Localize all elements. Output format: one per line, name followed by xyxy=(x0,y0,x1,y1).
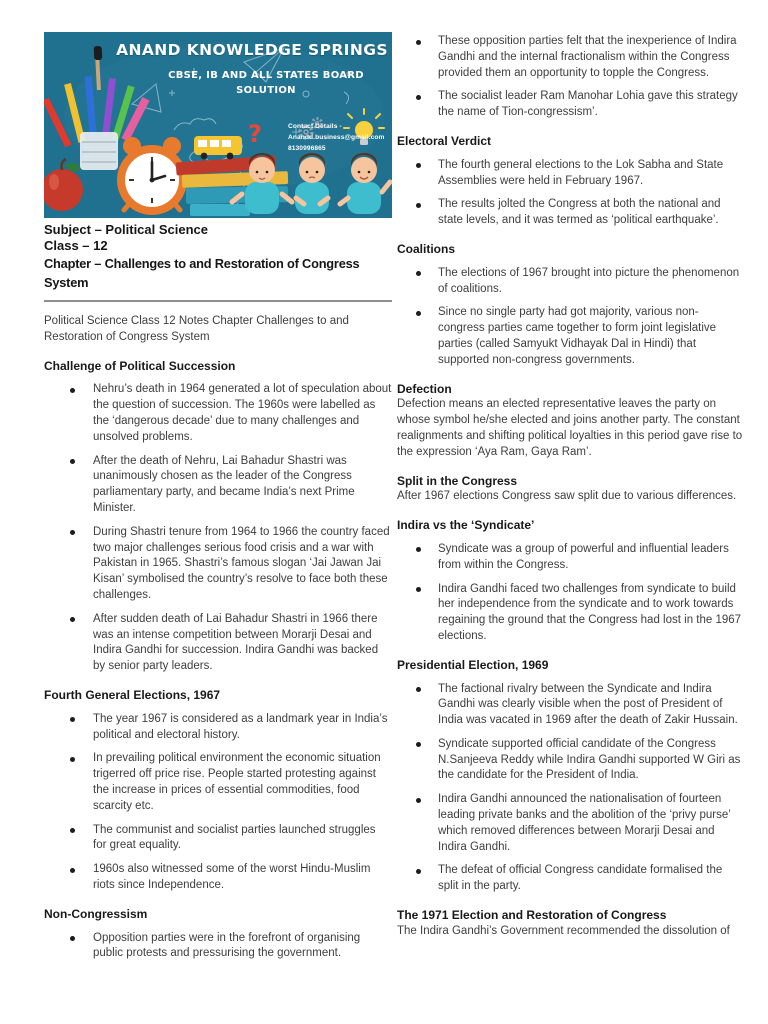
bullet-item: The fourth general elections to the Lok Sabha and State Assemblies were held in February 1967. xyxy=(397,158,743,190)
bullet-item: Since no single party had got majority, various non-congress parties came together to form joint legislative parties (called Samyukt Vidhayak Dal in Hindi) that supported non-congress governments. xyxy=(397,305,743,368)
banner-contact xyxy=(288,122,390,155)
banner-title: ANAND KNOWLEDGE SPRINGS xyxy=(116,41,388,59)
bullet-item: The socialist leader Ram Manohar Lohia gave this strategy the name of Tion-congressism’. xyxy=(397,89,743,121)
bullet-item: Opposition parties were in the forefront of organising public protests and pressurising the government. xyxy=(44,931,392,963)
bullet-item: Syndicate supported official candidate of the Congress N.Sanjeeva Reddy while Indira Gandhi supported W Giri as the candidate for the President of India. xyxy=(397,737,743,784)
section-heading-presidential-election: Presidential Election, 1969 xyxy=(397,657,549,672)
bullet-item: After sudden death of Lai Bahadur Shastri in 1966 there was an intense competition between Morarji Desai and Indira Gandhi for succession. Indira Gandhi was backed by senior party leaders. xyxy=(44,612,392,675)
section-paragraph: Defection means an elected representative leaves the party on whose symbol he/she elected and joins another party. The constant realignments and shifting political loyalties in this period gave rise to the expression ‘Aya Ram, Gaya Ram’. xyxy=(397,398,743,458)
section-heading-electoral-verdict: Electoral Verdict xyxy=(397,133,492,148)
section-heading-coalitions: Coalitions xyxy=(397,241,456,256)
section-paragraph: After 1967 elections Congress saw split due to various differences. xyxy=(397,490,737,503)
bullet-item: Nehru’s death in 1964 generated a lot of speculation about the question of succession. The 1960s were labelled as the ‘dangerous decade’ due to many challenges and unsolved problems. xyxy=(44,382,392,445)
bullet-item: The results jolted the Congress at both the national and state levels, and it was termed as ‘political earthquake’. xyxy=(397,197,743,229)
bullet-item: These opposition parties felt that the inexperience of Indira Gandhi and the internal fractionalism within the Congress provided them an opportunity to topple the Congress. xyxy=(397,34,743,81)
divider-rule xyxy=(44,300,392,302)
question-mark-icon xyxy=(248,120,262,148)
right-column xyxy=(397,26,743,940)
contact-label: Contact Details - xyxy=(288,123,342,130)
bullet-item: Indira Gandhi faced two challenges from syndicate to build her independence from the syndicate and to work towards regaining the ground that the Congress had lost in the 1967 elections. xyxy=(397,582,743,645)
class-line: Class – 12 xyxy=(44,238,108,253)
banner-subtitle: CBSE, IB AND ALL STATES BOARD SOLUTION xyxy=(168,70,364,96)
document-header xyxy=(44,222,392,292)
student-characters xyxy=(232,153,390,214)
section-heading-fourth-general-elections: Fourth General Elections, 1967 xyxy=(44,687,221,702)
bullet-item: The elections of 1967 brought into picture the phenomenon of coalitions. xyxy=(397,266,743,298)
section-heading-split-in-congress: Split in the Congress xyxy=(397,473,518,488)
bullet-item: Syndicate was a group of powerful and influential leaders from within the Congress. xyxy=(397,542,743,574)
bullet-item: In prevailing political environment the economic situation trigerred off price rise. People started protesting against the increase in prices of essential commodities, food scarcity etc. xyxy=(44,751,392,814)
section-heading-1971-election: The 1971 Election and Restoration of Congress xyxy=(397,908,667,923)
intro-paragraph: Political Science Class 12 Notes Chapter Challenges to and Restoration of Congress System xyxy=(44,315,349,343)
bullet-item: After the death of Nehru, Lai Bahadur Shastri was unanimously chosen as the leader of the Congress parliamentary party, and became India’s next Prime Minister. xyxy=(44,454,392,517)
bullet-item: The defeat of official Congress candidate formalised the split in the party. xyxy=(397,863,743,895)
section-paragraph: The Indira Gandhi’s Government recommended the dissolution of xyxy=(397,924,730,937)
chapter-title: Chapter – Challenges to and Restoration of Congress System xyxy=(44,256,360,290)
contact-phone: 8130996865 xyxy=(288,144,326,152)
bullet-item: Indira Gandhi announced the nationalisation of fourteen leading private banks and the abolition of the ‘privy purse’ which removed differences between Morarji Desai and Indira Gandhi. xyxy=(397,792,743,855)
bullet-item: The communist and socialist parties launched struggles for great equality. xyxy=(44,823,392,855)
section-heading-indira-vs-syndicate: Indira vs the ‘Syndicate’ xyxy=(397,518,535,533)
banner-image xyxy=(44,32,392,218)
section-heading-non-congressism: Non-Congressism xyxy=(44,906,148,921)
subject-line: Subject – Political Science xyxy=(44,222,209,237)
bullet-item: The year 1967 is considered as a landmark year in India’s political and electoral history. xyxy=(44,712,392,744)
alarm-clock-illustration xyxy=(117,137,187,215)
svg-text:?: ? xyxy=(248,120,262,148)
section-heading-defection: Defection xyxy=(397,381,452,396)
bullet-item: The factional rivalry between the Syndicate and Indira Gandhi was clearly visible when the post of President of India was vacated in 1969 after the death of Zakir Hussain. xyxy=(397,682,743,729)
left-column xyxy=(44,32,392,962)
bullet-item: During Shastri tenure from 1964 to 1966 the country faced two major challenges serious food crisis and a war with Pakistan in 1965. Shastri’s famous slogan ‘Jai Jawan Jai Kisan’ symbolised the country’s resolve to face both these challenges. xyxy=(44,525,392,604)
bullet-item: 1960s also witnessed some of the worst Hindu-Muslim riots since Independence. xyxy=(44,862,392,894)
contact-email: Anandd.business@gmail.com xyxy=(288,133,385,141)
section-heading-political-succession: Challenge of Political Succession xyxy=(44,358,236,373)
